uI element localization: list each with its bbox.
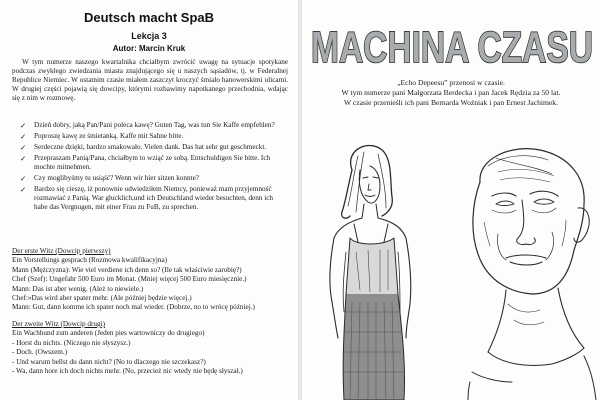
check-icon: ✓ <box>20 185 27 194</box>
list-item <box>12 174 288 183</box>
left-page <box>0 0 298 400</box>
phrase-text: Bardzo się cieszę, iż ponownie odwiedziłem Niemcy, ponieważ mam przyjemność rozmawiać z Panią. War glucklich,und ich Deutschland wieder besuchten, denn ich habe das Vergnugen, mit einer Frau zu FuB, zu sprechen. <box>34 185 273 211</box>
second-joke <box>12 320 290 376</box>
joke-line: Chef:»Das wird aber spater mehr. (Ale później będzie więcej.) <box>12 294 192 303</box>
joke-line: - Und warum bellst du dann nicht? (No to dlaczego nie szczekasz?) <box>12 357 206 366</box>
check-icon: ✓ <box>20 143 27 152</box>
joke-line: Mann: Das ist aber wenig. (Ależ to niewiele.) <box>12 284 144 293</box>
phrase-text: Poproszę kawę ze śmietanką. Kaffe mit Sahne bitte. <box>34 132 184 140</box>
time-machine-sketch <box>302 142 600 400</box>
section-heading: Der zweite Witz (Dowcip drugi) <box>12 320 105 328</box>
old-man-sketch <box>468 149 596 400</box>
phrase-checklist <box>12 121 288 214</box>
joke-line: Chef (Szef): Ungefahr 500 Euro im Monat. (Mniej więcej 500 Euro miesięcznie.) <box>12 275 247 284</box>
joke-line: Ein Wachhund zum anderen (Jeden pies wartowniczy do drugiego) <box>12 329 205 338</box>
section-heading: Der erste Witz (Dowcip pierwszy) <box>12 247 111 255</box>
phrase-text: Serdeczne dzięki, bardzo smakowało. Vielen dank. Das hat sehr gut geschmeckt. <box>34 143 267 151</box>
check-icon: ✓ <box>20 154 27 163</box>
woman-sketch <box>330 146 411 400</box>
joke-line: Mann (Mężczyzna): Wie viel verdiene ich denn so? (Ile tak właściwie zarobię?) <box>12 265 242 274</box>
joke-line: - Wa, dann hore ich doch nichts mehr. (No, przecież nic wtedy nie będę słyszał.) <box>12 367 243 376</box>
page-title: Deutsch macht SpaB <box>83 10 215 25</box>
joke-line: Ein Vorstellungs gesprach (Rozmowa kwalifikacyjna) <box>12 256 168 265</box>
joke-line: - Horst du nichts. (Niczego nie słyszysz.) <box>12 338 131 347</box>
check-icon: ✓ <box>20 121 27 130</box>
machina-czasu-logo <box>308 21 596 69</box>
first-joke <box>12 247 290 313</box>
list-item <box>12 132 288 141</box>
phrase-text: Czy moglibyśmy tu usiąść? Wenn wir hier sitzen konnte? <box>34 174 199 182</box>
phrase-text: Dzień dobry, jaką Pan/Pani poleca kawę? Guten Tag, was tun Sie Kaffe empfehlen? <box>34 121 275 129</box>
logo-text: MACHINA CZASU <box>311 23 593 69</box>
joke-line: - Doch. (Owszem.) <box>12 348 68 357</box>
phrase-text: Przepraszam Panią/Pana, chciałbym to wziąć ze sobą. Entschuldigen Sie bitte. Ich mochte mitnehmen. <box>34 154 271 171</box>
intro-paragraph: W tym numerze naszego kwartalnika chciałbym zwrócić uwagę na sytuacje spotykane podczas zwykłego zwiedzania miasta znajdującego się u naszych sąsiadów, tj. w Federalnej Republice Niemiec. W ostatnim czasie miałem zaszczyt kroczyć śmiało hanowerskimi ulicami. W drugiej części pojawią się dowcipy, którymi rozbawimy napotkanego przechodnia, wdając się z nim w rozmowę. <box>12 58 288 102</box>
list-item <box>12 143 288 152</box>
intro-line: „Echo Depeesu” przenosi w czasie. <box>397 78 505 87</box>
check-icon: ✓ <box>20 132 27 141</box>
intro-line: W czasie przenieśli ich pani Bernarda Woźniak i pan Ernest Jachimek. <box>344 98 558 107</box>
list-item <box>12 185 288 212</box>
intro-line: W tym numerze pani Małgorzata Berdecka i pan Jacek Rędzia za 50 lat. <box>341 88 561 97</box>
author-line: Autor: Marcin Kruk <box>112 44 186 53</box>
lesson-number: Lekcja 3 <box>131 31 167 41</box>
joke-line: Mann: Gut, dann komme ich spater noch mal wieder. (Dobrze, no to wrócę później.) <box>12 303 255 312</box>
list-item <box>12 154 288 172</box>
right-page <box>302 0 600 400</box>
check-icon: ✓ <box>20 174 27 183</box>
list-item <box>12 121 288 130</box>
column-intro <box>310 78 592 108</box>
